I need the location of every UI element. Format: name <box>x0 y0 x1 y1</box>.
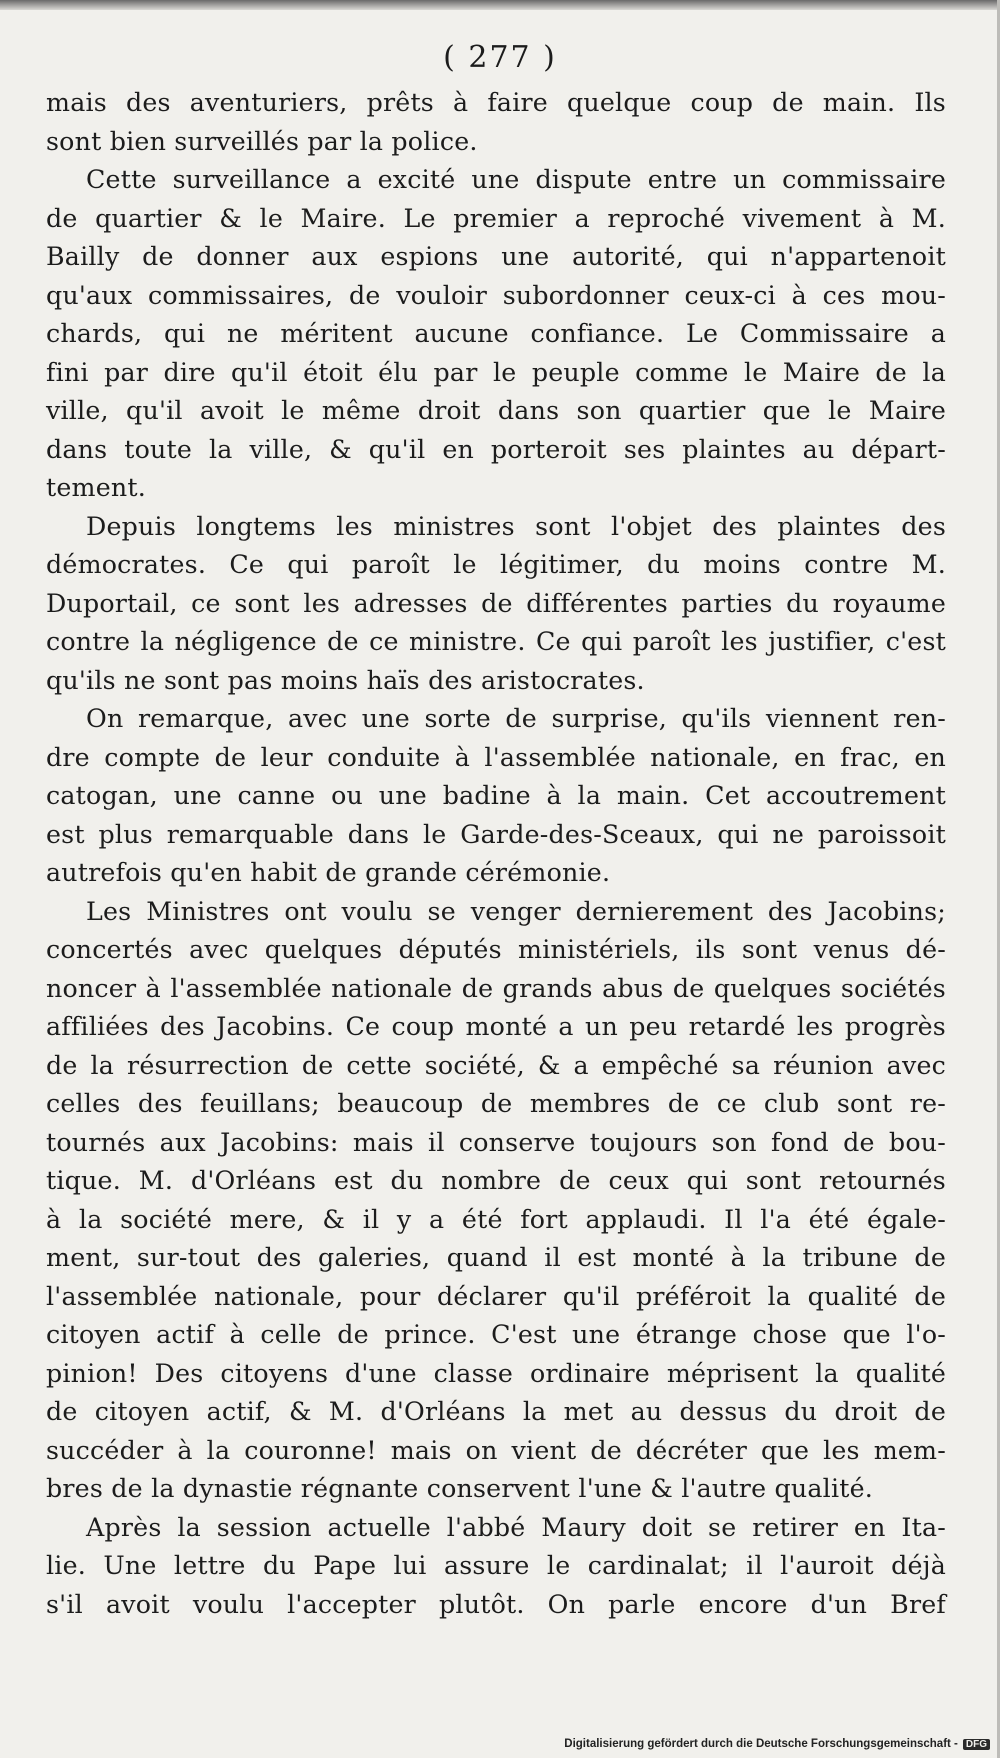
text-line: mais des aventuriers, prêts à faire quelque coup de main. Ils <box>46 88 946 117</box>
text-line: l'assemblée nationale, pour déclarer qu'il préféroit la qualité de <box>46 1281 946 1311</box>
text-line: ville, qu'il avoit le même droit dans son quartier que le Maire <box>46 396 946 425</box>
text-line: affiliées des Jacobins. Ce coup monté a un peu retardé les progrès <box>46 1012 946 1041</box>
text-line: Cette surveillance a excité une dispute entre un commissaire <box>86 165 946 194</box>
text-line: Depuis longtems les ministres sont l'objet des plaintes des <box>86 511 946 541</box>
page-number: ( 277 ) <box>443 40 557 75</box>
text-line: démocrates. Ce qui paroît le légitimer, du moins contre M. <box>46 550 946 579</box>
text-line: contre la négligence de ce ministre. Ce qui paroît les justifier, c'est <box>46 627 946 656</box>
text-line: On remarque, avec une sorte de surprise, qu'ils viennent ren- <box>86 704 946 733</box>
text-line: sont bien surveillés par la police. <box>46 126 478 156</box>
text-line: lie. Une lettre du Pape lui assure le cardinalat; il l'auroit déjà <box>46 1551 946 1580</box>
text-line: qu'aux commissaires, de vouloir subordonner ceux-ci à ces mou- <box>46 280 946 310</box>
body-text <box>46 84 946 1624</box>
digitization-credit <box>564 1738 990 1750</box>
text-line: succéder à la couronne! mais on vient de décréter que les mem- <box>46 1435 946 1465</box>
text-line: de la résurrection de cette société, & a empêché sa réunion avec <box>46 1050 946 1080</box>
text-line: catogan, une canne ou une badine à la main. Cet accoutrement <box>46 781 946 810</box>
text-line: autrefois qu'en habit de grande cérémonie. <box>46 858 611 887</box>
text-line: pinion! Des citoyens d'une classe ordinaire méprisent la qualité <box>46 1358 946 1388</box>
text-line: qu'ils ne sont pas moins haïs des aristocrates. <box>46 665 645 695</box>
text-line: Après la session actuelle l'abbé Maury doit se retirer en Ita- <box>86 1512 946 1542</box>
text-line: de quartier & le Maire. Le premier a reproché vivement à M. <box>46 203 946 233</box>
text-line: dre compte de leur conduite à l'assemblée nationale, en frac, en <box>46 742 946 772</box>
text-line: tique. M. d'Orléans est du nombre de ceux qui sont retournés <box>46 1166 946 1195</box>
text-line: fini par dire qu'il étoit élu par le peuple comme le Maire de la <box>46 357 946 387</box>
scan-top-edge <box>0 0 1000 10</box>
text-line: celles des feuillans; beaucoup de membres de ce club sont re- <box>46 1089 946 1118</box>
text-line: tement. <box>46 473 146 502</box>
text-line: chards, qui ne méritent aucune confiance. Le Commissaire a <box>46 319 946 348</box>
text-line: s'il avoit voulu l'accepter plutôt. On parle encore d'un Bref <box>46 1589 946 1619</box>
text-line: bres de la dynastie régnante conservent l'une & l'autre qualité. <box>46 1474 874 1503</box>
credit-text: Digitalisierung gefördert durch die Deutsche Forschungsgemeinschaft - <box>564 1738 958 1750</box>
text-line: dans toute la ville, & qu'il en porteroit ses plaintes au départ- <box>46 434 946 464</box>
text-line: noncer à l'assemblée nationale de grands abus de quelques sociétés <box>46 973 946 1003</box>
text-line: ment, sur-tout des galeries, quand il est monté à la tribune de <box>46 1243 946 1272</box>
text-line: Duportail, ce sont les adresses de différentes parties du royaume <box>46 588 946 618</box>
text-line: tournés aux Jacobins: mais il conserve toujours son fond de bou- <box>46 1127 946 1157</box>
text-line: de citoyen actif, & M. d'Orléans la met au dessus du droit de <box>46 1397 946 1426</box>
text-line: est plus remarquable dans le Garde-des-Sceaux, qui ne paroissoit <box>46 819 946 849</box>
text-line: Bailly de donner aux espions une autorité, qui n'appartenoit <box>46 242 946 271</box>
dfg-logo: DFG <box>963 1739 990 1750</box>
text-line: à la société mere, & il y a été fort applaudi. Il l'a été égale- <box>46 1204 946 1234</box>
text-line: citoyen actif à celle de prince. C'est une étrange chose que l'o- <box>46 1320 946 1349</box>
text-line: Les Ministres ont voulu se venger dernierement des Jacobins; <box>86 896 946 926</box>
text-line: concertés avec quelques députés ministériels, ils sont venus dé- <box>46 935 946 964</box>
